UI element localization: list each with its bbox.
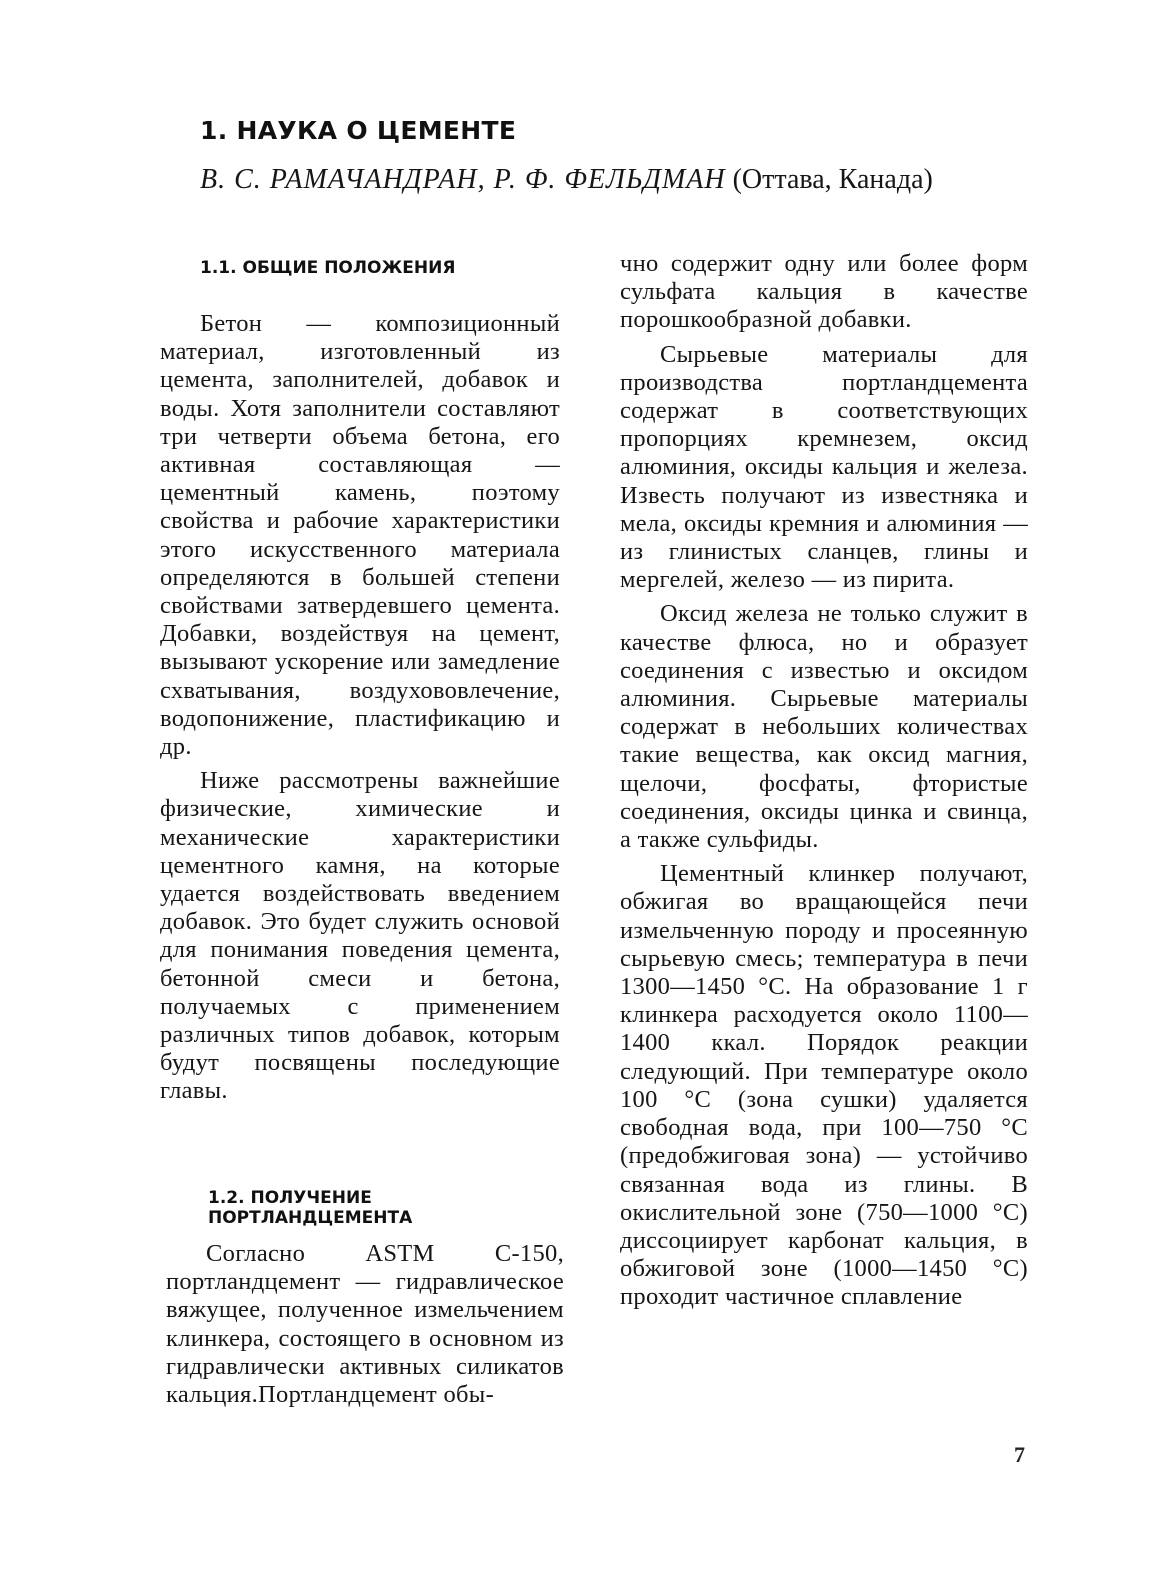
paragraph-iron-oxide: Оксид железа не только служит в качестве флюса, но и образует соединения с известью и оксидом алюминия. Сырьевые материалы содержат в небольших количествах такие вещества, как оксид магния, щелочи, фосфаты, фтористые соединения, оксиды цинка и свинца, а также сульфиды.	[620, 600, 1028, 854]
paragraph-concrete-intro: Бетон — композиционный материал, изготовленный из цемента, заполнителей, добавок и воды. Хотя заполнители составляют три четверти объема бетона, его активная составляющая — цементный камень, поэтому свойства и рабочие характеристики этого искусственного материала определяются в большей степени свойствами затвердевшего цемента. Добавки, воздействуя на цемент, вызывают ускорение или замедление схватывания, воздухововлечение, водопонижение, пластификацию и др.	[160, 310, 560, 761]
author-affiliation: (Оттава, Канада)	[732, 164, 933, 195]
chapter-authors	[200, 162, 933, 198]
right-column	[620, 250, 1028, 1312]
section-heading-1-2: 1.2. ПОЛУЧЕНИЕ ПОРТЛАНДЦЕМЕНТА	[208, 1188, 413, 1228]
author-names: В. С. РАМАЧАНДРАН, Р. Ф. ФЕЛЬДМАН	[200, 164, 726, 195]
page-number: 7	[1014, 1442, 1025, 1467]
chapter-title: 1. НАУКА О ЦЕМЕНТЕ	[200, 116, 517, 145]
left-column-lower	[166, 1240, 564, 1409]
section-heading-1-1: 1.1. ОБЩИЕ ПОЛОЖЕНИЯ	[200, 258, 456, 278]
paragraph-astm-definition-start: Согласно ASTM С-150, портландцемент — гидравлическое вяжущее, полученное измельчением клинкера, состоящего в основном из гидравлически активных силикатов кальция.Портландцемент обы-	[166, 1240, 564, 1409]
paragraph-astm-definition-end: чно содержит одну или более форм сульфата кальция в качестве порошкообразной добавки.	[620, 250, 1028, 334]
paragraph-overview: Ниже рассмотрены важнейшие физические, химические и механические характеристики цементного камня, на которые удается воздействовать введением добавок. Это будет служить основой для понимания поведения цемента, бетонной смеси и бетона, получаемых с применением различных типов добавок, которым будут посвящены последующие главы.	[160, 767, 560, 1105]
paragraph-raw-materials: Сырьевые материалы для производства портландцемента содержат в соответствующих пропорциях кремнезем, оксид алюминия, оксиды кальция и железа. Известь получают из известняка и мела, оксиды кремния и алюминия — из глинистых сланцев, глины и мергелей, железо — из пирита.	[620, 340, 1028, 594]
left-column-upper	[160, 310, 560, 1106]
paragraph-clinker-production: Цементный клинкер получают, обжигая во вращающейся печи измельченную породу и просеянную сырьевую смесь; температура в печи 1300—1450 °С. На образование 1 г клинкера расходуется около 1100—1400 ккал. Порядок реакции следующий. При температуре около 100 °С (зона сушки) удаляется свободная вода, при 100—750 °С (предобжиговая зона) — устойчиво связанная вода из глины. В окислительной зоне (750—1000 °С) диссоциирует карбонат кальция, в обжиговой зоне (1000—1450 °С) проходит частичное сплавление	[620, 860, 1028, 1311]
